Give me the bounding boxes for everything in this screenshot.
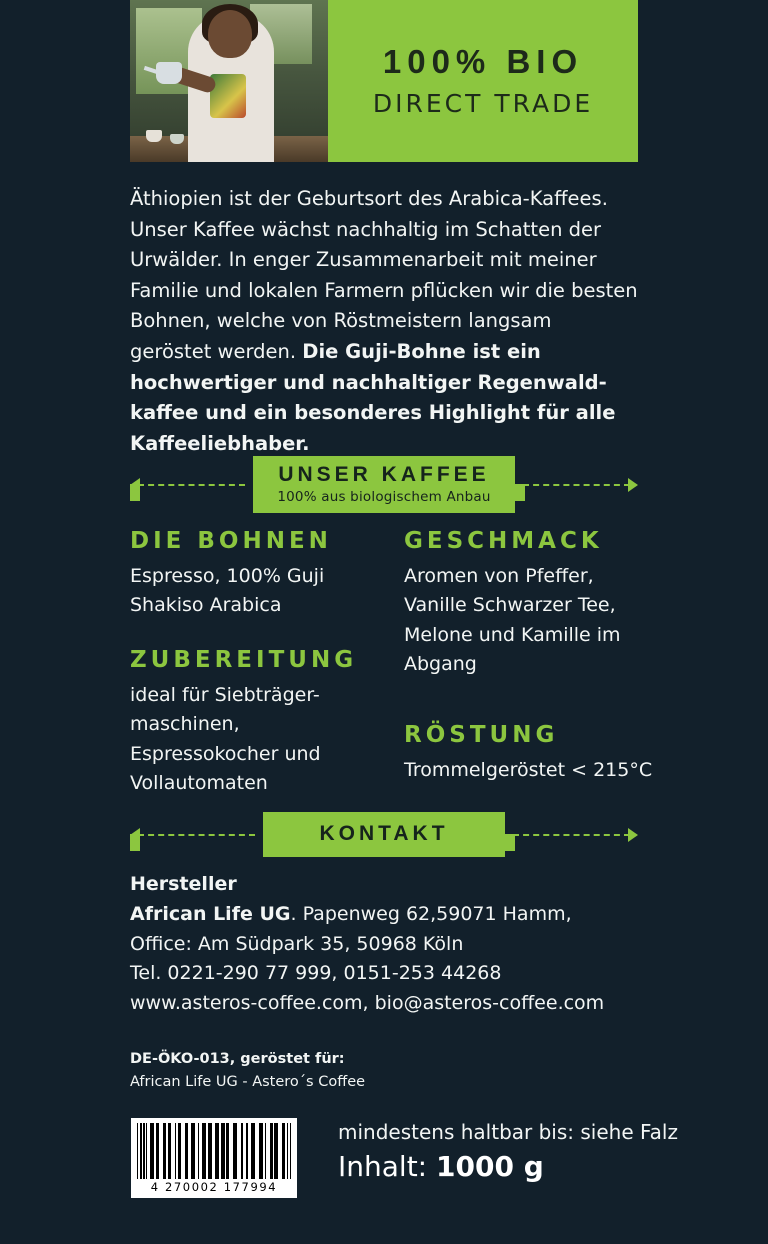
- contact-phone: Tel. 0221-290 77 999, 0151-253 44268: [130, 962, 502, 985]
- barcode-bars: [137, 1123, 291, 1179]
- spec-bohnen-title: DIE BOHNEN: [130, 528, 332, 554]
- best-before-text: mindestens haltbar bis: siehe Falz: [338, 1120, 678, 1144]
- net-content-value: 1000 g: [436, 1150, 544, 1183]
- banner-box-kaffee: [253, 456, 514, 513]
- photo-kettle: [156, 62, 182, 84]
- spec-column-left: [130, 528, 392, 825]
- spec-geschmack-title: GESCHMACK: [404, 528, 603, 554]
- badge-line-1: 100% BIO: [382, 43, 584, 81]
- spec-bohnen: [130, 528, 392, 621]
- badge-line-2: DIRECT TRADE: [372, 88, 594, 118]
- oeko-block: [130, 1048, 650, 1094]
- dash-rule-left-kontakt: [130, 834, 263, 836]
- arrow-left-icon-kontakt: [130, 828, 140, 842]
- spec-roestung-text: Trommelgeröstet < 215°C: [404, 758, 653, 781]
- spec-column-right: [404, 528, 654, 811]
- hero-banner: [130, 0, 638, 162]
- intro-paragraph: [130, 184, 638, 459]
- bio-direct-trade-badge: [328, 0, 638, 162]
- dash-rule-right: [515, 484, 638, 486]
- contact-web[interactable]: www.asteros-coffee.com, bio@asteros-coffee.com: [130, 992, 605, 1015]
- barcode: [131, 1118, 297, 1198]
- contact-company-line: [130, 900, 650, 930]
- photo-person-head: [208, 10, 252, 58]
- contact-company: African Life UG: [130, 902, 291, 925]
- arrow-right-icon-2: [515, 484, 525, 501]
- contact-address-2: Office: Am Südpark 35, 50968 Köln: [130, 932, 464, 955]
- banner-kontakt-title: KONTAKT: [319, 822, 449, 845]
- contact-block: [130, 870, 650, 1019]
- spec-zubereitung-text: ideal für Siebträger-maschinen, Espressokocher und Vollautomaten: [130, 683, 321, 795]
- photo-cup-two: [170, 134, 184, 144]
- spec-roestung-title: RÖSTUNG: [404, 721, 559, 748]
- contact-address-1: . Papenweg 62,59071 Hamm,: [290, 902, 572, 925]
- net-content-label: Inhalt:: [338, 1150, 428, 1183]
- arrow-right-icon: [628, 478, 638, 492]
- spec-roestung: [404, 722, 654, 785]
- dash-rule-left: [130, 484, 253, 486]
- banner-kaffee-title: UNSER KAFFEE: [278, 463, 490, 486]
- spec-zubereitung-title: ZUBEREITUNG: [130, 646, 358, 673]
- dash-rule-right-kontakt: [505, 834, 638, 836]
- barcode-digits: 4 270002 177994: [150, 1180, 278, 1194]
- spec-zubereitung: [130, 647, 392, 799]
- contact-hersteller-label: Hersteller: [130, 873, 237, 895]
- spec-bohnen-text: Espresso, 100% Guji Shakiso Arabica: [130, 565, 325, 617]
- arrow-right-icon-kontakt: [628, 828, 638, 842]
- arrow-left-icon: [130, 478, 140, 492]
- intro-text-bold: Die Guji-Bohne ist ein hochwertiger und nachhaltiger Regenwald-kaffee und ein besonderes Highlight für alle Kaffeeliebhaber.: [130, 340, 616, 455]
- net-content: [338, 1150, 544, 1183]
- spec-geschmack: [404, 528, 654, 680]
- banner-unser-kaffee: [130, 456, 638, 513]
- oeko-code: DE-ÖKO-013, geröstet für:: [130, 1051, 345, 1067]
- intro-text-normal: Äthiopien ist der Geburtsort des Arabica-Kaffees. Unser Kaffee wächst nachhaltig im Schatten der Urwälder. In enger Zusammenarbeit mit meiner Familie und lokalen Farmern pflücken wir die besten Bohnen, welche von Röstmeistern langsam geröstet werden.: [130, 187, 638, 364]
- oeko-roaster: African Life UG - Astero´s Coffee: [130, 1074, 366, 1091]
- banner-kaffee-subtitle: 100% aus biologischem Anbau: [277, 489, 491, 505]
- coffee-pouring-photo: [130, 0, 328, 162]
- arrow-right-icon-kontakt-2: [505, 834, 515, 851]
- spec-geschmack-text: Aromen von Pfeffer, Vanille Schwarzer Tee, Melone und Kamille im Abgang: [404, 565, 621, 676]
- photo-cup-one: [146, 130, 162, 142]
- photo-shirt-print: [210, 74, 246, 118]
- banner-box-kontakt: [263, 812, 504, 857]
- banner-kontakt: [130, 812, 638, 857]
